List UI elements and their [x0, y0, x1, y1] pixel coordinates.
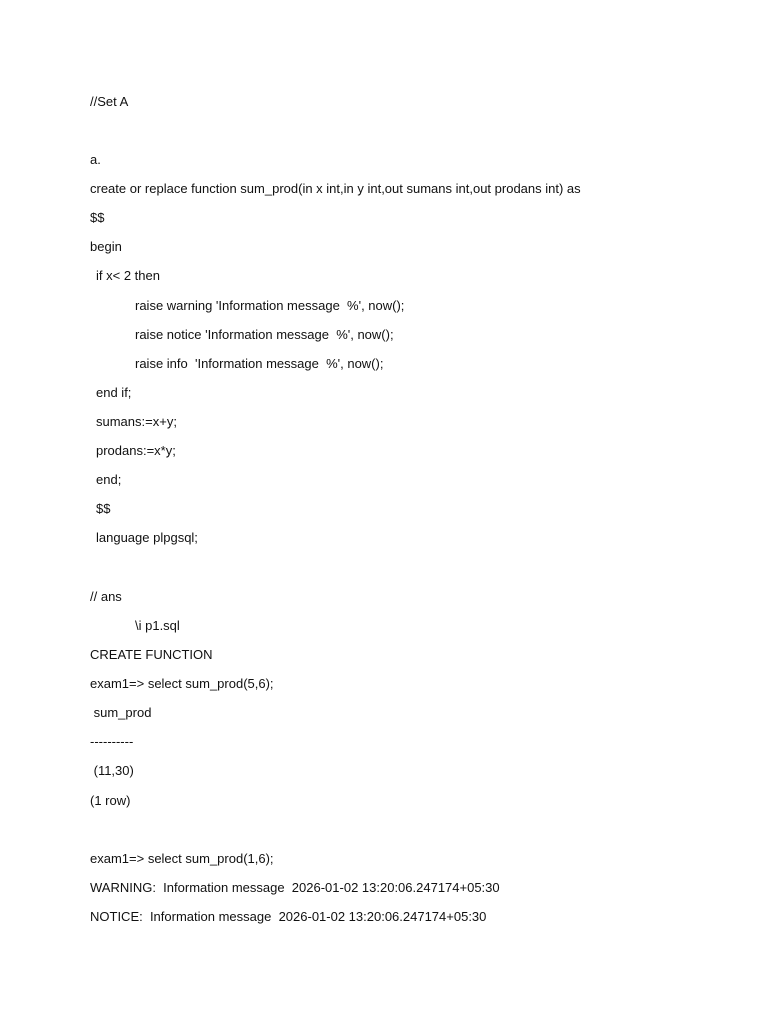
result-value: (11,30): [90, 763, 134, 778]
raise-notice-line: raise notice 'Information message %', now();: [135, 327, 394, 342]
end-if-line: end if;: [96, 385, 132, 400]
end-line: end;: [96, 472, 122, 487]
language-line: language plpgsql;: [96, 530, 198, 545]
dollar-quote-close: $$: [96, 501, 111, 516]
create-function-line: create or replace function sum_prod(in x int,in y int,out sumans int,out prodans int) as: [90, 181, 581, 196]
query-line-1: exam1=> select sum_prod(5,6);: [90, 676, 274, 691]
create-function-result: CREATE FUNCTION: [90, 647, 213, 662]
answer-label: // ans: [90, 589, 122, 604]
include-command: \i p1.sql: [135, 618, 180, 633]
begin-line: begin: [90, 239, 122, 254]
result-column-header: sum_prod: [90, 705, 152, 720]
dollar-quote-open: $$: [90, 210, 105, 225]
set-heading: //Set A: [90, 94, 129, 109]
query-line-2: exam1=> select sum_prod(1,6);: [90, 851, 274, 866]
raise-info-line: raise info 'Information message %', now();: [135, 356, 384, 371]
row-count: (1 row): [90, 793, 131, 808]
prodans-line: prodans:=x*y;: [96, 443, 176, 458]
part-label: a.: [90, 152, 101, 167]
if-line: if x< 2 then: [96, 268, 160, 283]
notice-output: NOTICE: Information message 2026-01-02 13:20:06.247174+05:30: [90, 909, 487, 924]
raise-warning-line: raise warning 'Information message %', now();: [135, 298, 405, 313]
warning-output: WARNING: Information message 2026-01-02 13:20:06.247174+05:30: [90, 880, 500, 895]
sumans-line: sumans:=x+y;: [96, 414, 177, 429]
result-separator: ----------: [90, 734, 134, 749]
